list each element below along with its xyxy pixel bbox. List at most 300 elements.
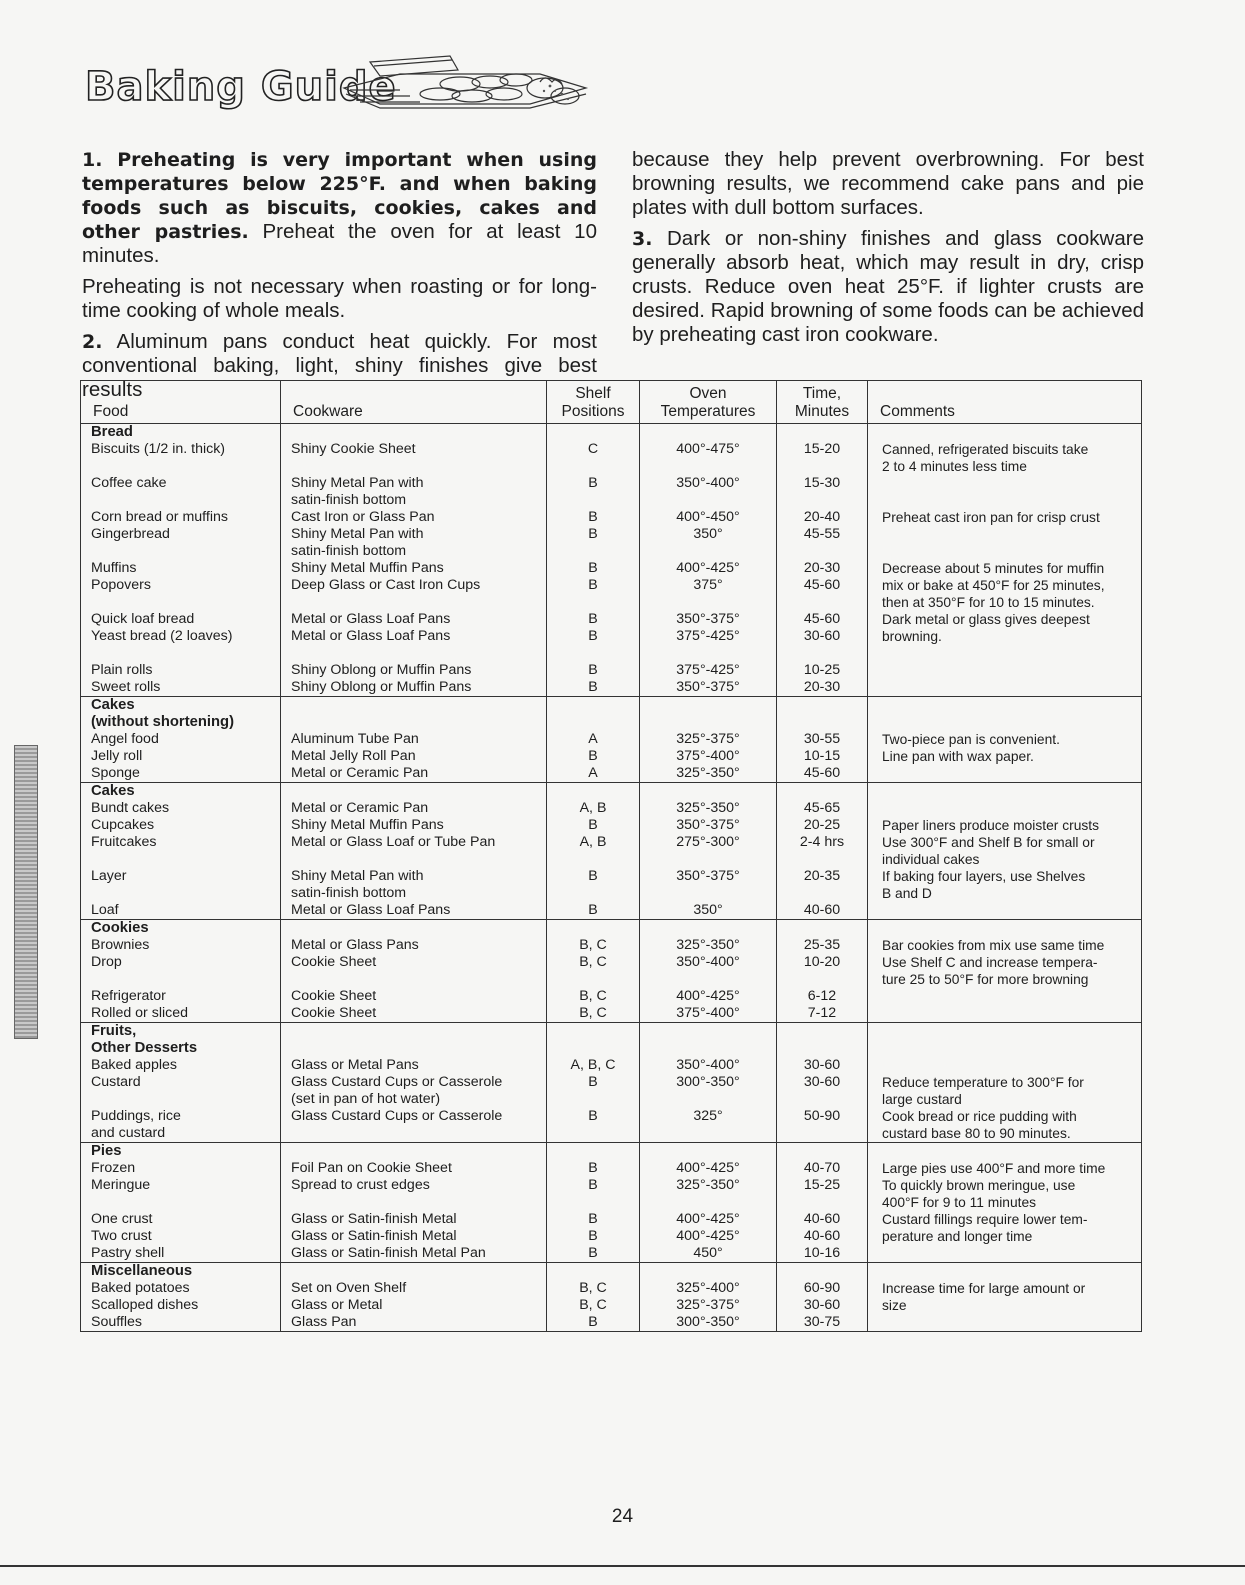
empty-cell [281,424,547,442]
cookware-cell: Glass or Metal Pans [281,1057,547,1074]
temperature-cell: 325°-350° [640,937,777,954]
category-heading: Cookies [81,920,281,938]
table-row [81,1177,1142,1211]
dark-finishes-paragraph [632,227,1144,347]
food-cell: Drop [81,954,281,988]
temperature-cell: 375° [640,577,777,611]
tip-number-3: 3. [632,227,653,250]
food-cell: Baked apples [81,1057,281,1074]
shelf-cell: B [547,1245,640,1263]
cookware-cell: Shiny Oblong or Muffin Pans [281,645,547,679]
empty-cell [777,783,868,801]
comments-cell: To quickly brown meringue, use 400°F for 9 to 11 minutes [868,1177,1142,1211]
cookware-cell: Spread to crust edges [281,1177,547,1211]
table-row [81,1108,1142,1143]
time-cell: 40-70 [777,1160,868,1177]
food-cell: Jelly roll [81,748,281,765]
time-cell: 10-20 [777,954,868,988]
temperature-cell: 375°-425° [640,645,777,679]
dark-finishes-text: Dark or non-shiny finishes and glass cookware generally absorb heat, which may result in dry, crisp crusts. Reduce oven heat 25°F. if lighter crusts are desired. Rapid browning of some foods can be achieved by preheating cast iron cookware. [632,226,1144,346]
table-section [81,1143,1142,1263]
cookware-cell: Shiny Metal Pan with satin-finish bottom [281,526,547,560]
shelf-cell: B [547,645,640,679]
cookware-cell: Glass Custard Cups or Casserole (set in pan of hot water) [281,1074,547,1108]
comments-cell: If baking four layers, use Shelves B and D [868,868,1142,902]
table-row [81,1314,1142,1332]
comments-cell: Custard fillings require lower tem- [868,1211,1142,1228]
time-cell: 45-55 [777,526,868,560]
comments-cell [868,526,1142,560]
shelf-cell: A [547,731,640,748]
shelf-cell: B [547,560,640,577]
time-cell: 45-60 [777,611,868,628]
time-cell: 45-60 [777,765,868,783]
bottom-rule [0,1565,1245,1567]
table-row [81,441,1142,475]
temperature-cell: 350°-400° [640,954,777,988]
category-row [81,1143,1142,1161]
shelf-cell: A, B [547,834,640,868]
food-cell: Cupcakes [81,817,281,834]
time-cell: 20-35 [777,868,868,902]
empty-cell [281,783,547,801]
time-cell: 40-60 [777,902,868,920]
table-header-row [81,381,1142,424]
empty-cell [547,424,640,442]
food-cell: Corn bread or muffins [81,509,281,526]
time-cell: 50-90 [777,1108,868,1143]
header-comments: Comments [868,381,1142,424]
empty-cell [777,424,868,442]
table-row [81,1160,1142,1177]
time-cell: 40-60 [777,1228,868,1245]
temperature-cell: 400°-425° [640,1211,777,1228]
food-cell: Plain rolls [81,645,281,679]
empty-cell [868,1023,1142,1058]
food-cell: Yeast bread (2 loaves) [81,628,281,645]
time-cell: 20-40 [777,509,868,526]
time-cell: 7-12 [777,1005,868,1023]
temperature-cell: 325°-400° [640,1280,777,1297]
food-cell: Puddings, rice and custard [81,1108,281,1143]
header-food: Food [81,381,281,424]
comments-cell [868,988,1142,1005]
food-cell: Custard [81,1074,281,1108]
category-heading: Miscellaneous [81,1263,281,1281]
category-heading: Pies [81,1143,281,1161]
cookware-cell: Glass Pan [281,1314,547,1332]
cookware-cell: Glass or Satin-finish Metal [281,1211,547,1228]
temperature-cell: 275°-300° [640,834,777,868]
table-row [81,560,1142,577]
time-cell: 45-60 [777,577,868,611]
table-row [81,954,1142,988]
temperature-cell: 325°-350° [640,765,777,783]
comments-cell: Bar cookies from mix use same time [868,937,1142,954]
temperature-cell: 350° [640,902,777,920]
food-cell: Biscuits (1/2 in. thick) [81,441,281,475]
empty-cell [281,1023,547,1058]
empty-cell [868,783,1142,801]
temperature-cell: 300°-350° [640,1314,777,1332]
time-cell: 20-30 [777,560,868,577]
food-cell: Souffles [81,1314,281,1332]
preheat-paragraph [82,148,597,268]
comments-cell: Two-piece pan is convenient. [868,731,1142,748]
shelf-cell: B [547,1314,640,1332]
cookware-cell: Shiny Metal Muffin Pans [281,560,547,577]
shelf-cell: B [547,1160,640,1177]
empty-cell [640,1023,777,1058]
temperature-cell: 400°-475° [640,441,777,475]
empty-cell [640,783,777,801]
shelf-cell: B [547,1211,640,1228]
empty-cell [777,1023,868,1058]
empty-cell [777,1143,868,1161]
shelf-cell: B, C [547,988,640,1005]
empty-cell [868,424,1142,442]
table-row [81,731,1142,748]
temperature-cell: 325°-350° [640,1177,777,1211]
time-cell: 30-60 [777,628,868,645]
shelf-cell: B [547,611,640,628]
empty-cell [281,1263,547,1281]
food-cell: Quick loaf bread [81,611,281,628]
time-cell: 15-20 [777,441,868,475]
food-cell: One crust [81,1211,281,1228]
tip-number-2: 2. [82,330,103,353]
food-cell: Rolled or sliced [81,1005,281,1023]
cookware-cell: Aluminum Tube Pan [281,731,547,748]
food-cell: Coffee cake [81,475,281,509]
cookware-cell: Glass or Metal [281,1297,547,1314]
empty-cell [868,697,1142,732]
table-row [81,937,1142,954]
header-time-minutes: Time, Minutes [777,381,868,424]
empty-cell [640,1143,777,1161]
comments-cell [868,1245,1142,1263]
time-cell: 15-25 [777,1177,868,1211]
time-cell: 20-30 [777,679,868,697]
comments-cell: mix or bake at 450°F for 25 minutes, then at 350°F for 10 to 15 minutes. [868,577,1142,611]
category-heading: Cakes [81,783,281,801]
time-cell: 30-75 [777,1314,868,1332]
comments-cell: Dark metal or glass gives deepest [868,611,1142,628]
intro-right-column [632,148,1144,354]
temperature-cell: 375°-400° [640,1005,777,1023]
table-row [81,1297,1142,1314]
shelf-cell: B, C [547,1005,640,1023]
comments-cell [868,1314,1142,1332]
comments-cell: Decrease about 5 minutes for muffin [868,560,1142,577]
table-section [81,1263,1142,1332]
shelf-cell: C [547,441,640,475]
category-row [81,1023,1142,1058]
shelf-cell: B [547,902,640,920]
time-cell: 45-65 [777,800,868,817]
comments-cell: Paper liners produce moister crusts [868,817,1142,834]
temperature-cell: 325°-375° [640,731,777,748]
table-section [81,697,1142,783]
food-cell: Loaf [81,902,281,920]
comments-cell: Use 300°F and Shelf B for small or individual cakes [868,834,1142,868]
comments-cell [868,645,1142,679]
shelf-cell: B, C [547,1280,640,1297]
edge-marker-bar [14,745,38,1039]
baking-guide-table [80,380,1142,1332]
temperature-cell: 350°-375° [640,679,777,697]
temperature-cell: 450° [640,1245,777,1263]
overbrowning-paragraph: because they help prevent overbrowning. For best browning results, we recommend cake pans and pie plates with dull bottom surfaces. [632,148,1144,219]
table-section [81,424,1142,697]
comments-cell: perature and longer time [868,1228,1142,1245]
header-cookware: Cookware [281,381,547,424]
comments-cell: Line pan with wax paper. [868,748,1142,765]
time-cell: 30-60 [777,1297,868,1314]
comments-cell: Use Shelf C and increase tempera- ture 25 to 50°F for more browning [868,954,1142,988]
shelf-cell: B [547,475,640,509]
table-row [81,765,1142,783]
shelf-cell: B [547,868,640,902]
table-row [81,1228,1142,1245]
temperature-cell: 375°-425° [640,628,777,645]
shelf-cell: B [547,526,640,560]
cookware-cell: Cookie Sheet [281,1005,547,1023]
temperature-cell: 400°-425° [640,560,777,577]
shelf-cell: B [547,1228,640,1245]
shelf-cell: B, C [547,937,640,954]
time-cell: 10-15 [777,748,868,765]
table-row [81,679,1142,697]
temperature-cell: 350°-400° [640,1057,777,1074]
category-heading: Fruits, Other Desserts [81,1023,281,1058]
page-title: Baking Guide [85,64,397,110]
food-cell: Gingerbread [81,526,281,560]
comments-cell: Increase time for large amount or [868,1280,1142,1297]
comments-cell [868,800,1142,817]
empty-cell [547,1143,640,1161]
time-cell: 15-30 [777,475,868,509]
shelf-cell: B [547,509,640,526]
table-row [81,800,1142,817]
comments-cell [868,765,1142,783]
temperature-cell: 400°-425° [640,1160,777,1177]
cookware-cell: Cookie Sheet [281,988,547,1005]
category-row [81,920,1142,938]
empty-cell [777,920,868,938]
cookware-cell: Foil Pan on Cookie Sheet [281,1160,547,1177]
cookware-cell: Metal or Glass Pans [281,937,547,954]
intro-left-column [82,148,597,409]
food-cell: Fruitcakes [81,834,281,868]
empty-cell [281,697,547,732]
time-cell: 60-90 [777,1280,868,1297]
temperature-cell: 400°-425° [640,1228,777,1245]
table-section [81,920,1142,1023]
comments-cell: Preheat cast iron pan for crisp crust [868,509,1142,526]
time-cell: 30-55 [777,731,868,748]
food-cell: Sponge [81,765,281,783]
comments-cell: Canned, refrigerated biscuits take 2 to 4 minutes less time [868,441,1142,475]
page-number: 24 [611,1506,634,1527]
table-row [81,748,1142,765]
preheat-text: Preheat the oven for at least 10 minutes. [82,219,597,267]
comments-cell [868,1057,1142,1074]
category-row [81,424,1142,442]
time-cell: 40-60 [777,1211,868,1228]
table-row [81,577,1142,611]
header-shelf-positions: Shelf Positions [547,381,640,424]
empty-cell [640,1263,777,1281]
temperature-cell: 350° [640,526,777,560]
empty-cell [547,1023,640,1058]
time-cell: 25-35 [777,937,868,954]
food-cell: Two crust [81,1228,281,1245]
shelf-cell: A, B, C [547,1057,640,1074]
table-row [81,988,1142,1005]
table-row [81,611,1142,628]
food-cell: Popovers [81,577,281,611]
cookware-cell: Shiny Metal Pan with satin-finish bottom [281,868,547,902]
category-heading: Cakes (without shortening) [81,697,281,732]
empty-cell [547,920,640,938]
food-cell: Meringue [81,1177,281,1211]
food-cell: Refrigerator [81,988,281,1005]
shelf-cell: B [547,748,640,765]
cookware-cell: Set on Oven Shelf [281,1280,547,1297]
cookware-cell: Metal or Glass Loaf or Tube Pan [281,834,547,868]
temperature-cell: 325°-350° [640,800,777,817]
cookware-cell: Metal or Glass Loaf Pans [281,628,547,645]
temperature-cell: 325°-375° [640,1297,777,1314]
cookware-cell: Glass or Satin-finish Metal [281,1228,547,1245]
preheat-emphasis: 1. Preheating is very important when using temperatures below 225°F. and when baking foods such as biscuits, cookies, cakes and other pastries. [82,149,597,243]
food-cell: Angel food [81,731,281,748]
temperature-cell: 325° [640,1108,777,1143]
table-row [81,1005,1142,1023]
category-row [81,697,1142,732]
comments-cell: browning. [868,628,1142,645]
cookware-cell: Cookie Sheet [281,954,547,988]
table-row [81,817,1142,834]
cookware-cell: Shiny Metal Pan with satin-finish bottom [281,475,547,509]
baking-pans-and-muffins-illustration [340,44,590,116]
cookware-cell: Metal or Ceramic Pan [281,765,547,783]
cookware-cell: Glass Custard Cups or Casserole [281,1108,547,1143]
shelf-cell: B, C [547,954,640,988]
cookware-cell: Cast Iron or Glass Pan [281,509,547,526]
empty-cell [640,697,777,732]
time-cell: 10-16 [777,1245,868,1263]
temperature-cell: 400°-450° [640,509,777,526]
temperature-cell: 400°-425° [640,988,777,1005]
table-row [81,509,1142,526]
empty-cell [281,920,547,938]
cookware-cell: Shiny Metal Muffin Pans [281,817,547,834]
cookware-cell: Shiny Oblong or Muffin Pans [281,679,547,697]
empty-cell [640,920,777,938]
empty-cell [547,783,640,801]
comments-cell: Reduce temperature to 300°F for large custard [868,1074,1142,1108]
time-cell: 30-60 [777,1057,868,1074]
comments-cell: size [868,1297,1142,1314]
empty-cell [547,697,640,732]
table-row [81,475,1142,509]
shelf-cell: B, C [547,1297,640,1314]
food-cell: Bundt cakes [81,800,281,817]
time-cell: 6-12 [777,988,868,1005]
empty-cell [868,1143,1142,1161]
shelf-cell: B [547,1177,640,1211]
temperature-cell: 350°-375° [640,868,777,902]
food-cell: Scalloped dishes [81,1297,281,1314]
food-cell: Brownies [81,937,281,954]
temperature-cell: 350°-400° [640,475,777,509]
empty-cell [777,1263,868,1281]
table-row [81,1074,1142,1108]
empty-cell [640,424,777,442]
food-cell: Frozen [81,1160,281,1177]
cookware-cell: Metal or Ceramic Pan [281,800,547,817]
shelf-cell: A [547,765,640,783]
table-row [81,1245,1142,1263]
comments-cell: Large pies use 400°F and more time [868,1160,1142,1177]
cookware-cell: Metal Jelly Roll Pan [281,748,547,765]
temperature-cell: 350°-375° [640,817,777,834]
comments-cell [868,679,1142,697]
table-section [81,783,1142,920]
table-row [81,902,1142,920]
temperature-cell: 375°-400° [640,748,777,765]
food-cell: Baked potatoes [81,1280,281,1297]
food-cell: Sweet rolls [81,679,281,697]
time-cell: 20-25 [777,817,868,834]
food-cell: Pastry shell [81,1245,281,1263]
shelf-cell: B [547,1108,640,1143]
temperature-cell: 350°-375° [640,611,777,628]
comments-cell [868,475,1142,509]
table-row [81,868,1142,902]
category-row [81,1263,1142,1281]
cookware-cell: Shiny Cookie Sheet [281,441,547,475]
time-cell: 10-25 [777,645,868,679]
table-row [81,1057,1142,1074]
comments-cell [868,1005,1142,1023]
empty-cell [868,1263,1142,1281]
shelf-cell: B [547,817,640,834]
shelf-cell: B [547,577,640,611]
empty-cell [868,920,1142,938]
food-cell: Layer [81,868,281,902]
table-section [81,1023,1142,1143]
table-row [81,645,1142,679]
shelf-cell: A, B [547,800,640,817]
empty-cell [777,697,868,732]
cookware-cell: Deep Glass or Cast Iron Cups [281,577,547,611]
shelf-cell: B [547,628,640,645]
empty-cell [281,1143,547,1161]
comments-cell: Cook bread or rice pudding with custard base 80 to 90 minutes. [868,1108,1142,1143]
time-cell: 30-60 [777,1074,868,1108]
food-cell: Muffins [81,560,281,577]
table-row [81,1211,1142,1228]
table-row [81,628,1142,645]
shelf-cell: B [547,1074,640,1108]
time-cell: 2-4 hrs [777,834,868,868]
cookware-cell: Glass or Satin-finish Metal Pan [281,1245,547,1263]
table-row [81,1280,1142,1297]
shelf-cell: B [547,679,640,697]
